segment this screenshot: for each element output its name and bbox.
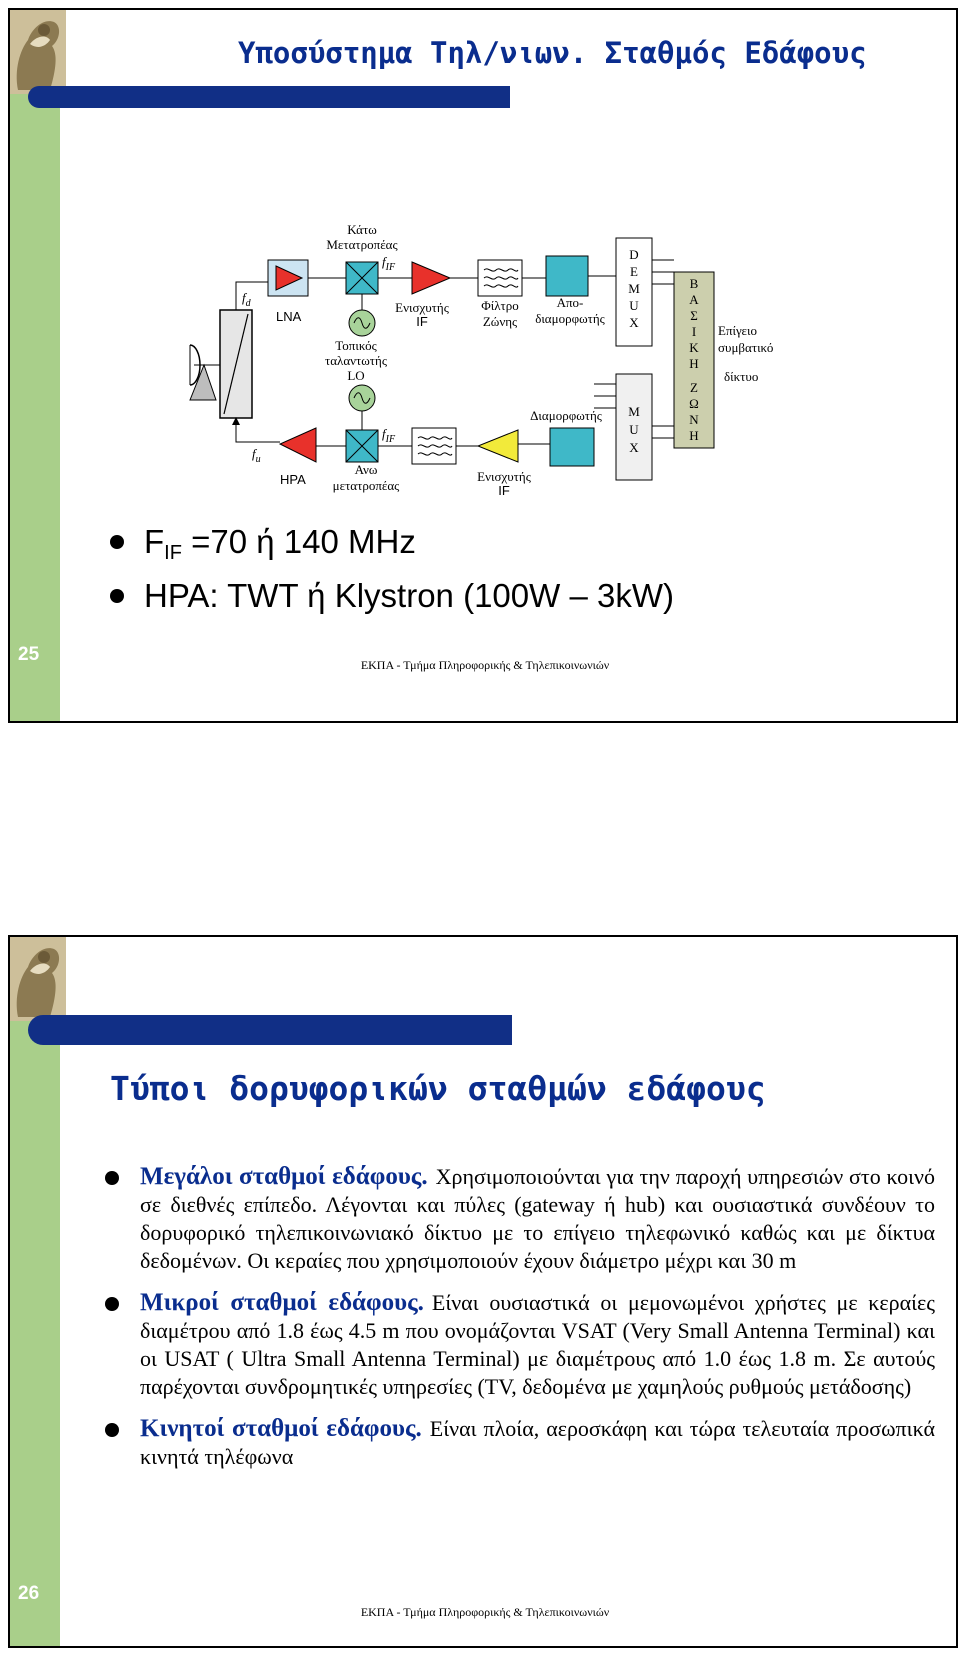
fd-label: $f_d$ [242,290,251,309]
svg-text:Ζ: Ζ [690,380,698,395]
hpa-amplifier [280,428,316,462]
footer: ΕΚΠΑ - Τμήμα Πληροφορικής & Τηλεπικοινωνιών [360,1605,610,1619]
slide-title: Τύποι δορυφορικών σταθμών εδάφους [110,1069,766,1108]
bullet-large-stations [105,1163,935,1275]
bandpass-label-2: Ζώνης [482,314,518,329]
svg-text:U: U [629,298,639,313]
svg-text:X: X [629,315,639,330]
bullet-term: Κινητοί σταθμοί εδάφους. [140,1415,422,1442]
bullet-hpa: HPA: TWT ή Klystron (100W – 3kW) [110,574,674,628]
fif-bottom-label: $f_{IF}$ [382,426,396,445]
svg-text:Κ: Κ [689,340,699,355]
bullet-text: Είναι πλοία, αεροσκάφη και τώρα τελευταία προσωπικά κινητά τηλέφωνα [140,1416,935,1469]
bullet-term: Μικροί σταθμοί εδάφους. [140,1289,424,1316]
lna-amplifier [268,260,308,296]
if-amplifier-top [412,262,450,294]
down-converter-label-1: Κάτω [347,222,377,237]
svg-text:E: E [630,264,638,279]
slide-title: Υποσύστημα Τηλ/νιων. Σταθμός Εδάφους [238,36,867,70]
demodulator-label-1: Απο- [556,295,584,310]
page-number: 26 [18,1583,40,1604]
fu-label: $f_u$ [252,446,261,465]
bullet-if-frequency: $F_{IF} =70$ ή 140 MHz [110,520,674,574]
demodulator-label-2: διαμορφωτής [535,311,605,326]
logo-icon [10,937,66,1021]
svg-text:Ν: Ν [689,412,699,427]
down-converter-label-2: Μετατροπέας [326,237,398,252]
down-converter-mixer [346,262,378,294]
if-amp-top-label-1: Ενισχυτής [395,300,449,315]
svg-text:Η: Η [689,356,699,371]
bullet-list [110,520,674,628]
up-converter-label-2: μετατροπέας [332,478,400,493]
up-converter-mixer [346,430,378,462]
demodulator-block [546,256,588,296]
bullet-mobile-stations [105,1415,935,1471]
svg-text:Α: Α [689,292,699,307]
bandpass-label-1: Φίλτρο [481,298,519,313]
bullet-term: Μεγάλοι σταθμοί εδάφους. [140,1163,428,1190]
fif-top-label: $f_{IF}$ [382,254,396,273]
bullet-list [105,1163,935,1485]
earth-station-block-diagram [10,10,958,510]
footer: ΕΚΠΑ - Τμήμα Πληροφορικής & Τηλεπικοινωνιών [360,658,610,672]
bullet-text: Είναι ουσιαστικά οι μεμονωμένοι χρήστες με κεραίες διαμέτρου από 1.8 έως 4.5 m που ονομάζονται VSAT (Very Small Antenna Terminal) και οι USAT ( Ultra Small Antenna Terminal) με διαμέτρους από 1.0 έως 1.8 m. Σε αυτούς παρέχονται συνδρομητικές υπηρεσίες (TV, δεδομένα με χαμηλούς ρυθμούς μετάδοσης) [140,1290,935,1399]
bullet-small-stations [105,1289,935,1401]
lo-label-3: LO [347,368,365,383]
local-oscillator-icon [349,310,375,336]
demux-label [628,247,640,330]
bandpass-filter-bottom [412,428,456,464]
svg-text:Ω: Ω [689,396,699,411]
svg-text:X: X [629,440,639,455]
terrestrial-label-1: Επίγειο [718,323,757,338]
antenna-icon [190,345,220,400]
svg-text:M: M [628,281,640,296]
if-amp-bottom-label-1: Ενισχυτής [477,469,531,484]
terrestrial-label-2: συμβατικό [718,340,774,355]
local-oscillator-icon [349,385,375,411]
diplexer [220,310,252,418]
page-number: 25 [18,644,40,665]
slide-25 [8,8,958,723]
svg-text:M: M [628,404,640,419]
lo-label-1: Τοπικός [335,338,377,353]
if-amp-bottom-label-2: IF [498,483,510,498]
title-bar [28,1015,512,1045]
bullet-text: Χρησιμοποιούνται για την παροχή υπηρεσιών στο κοινό σε διεθνές επίπεδο. Λέγονται και πύλες (gateway ή hub) και ουσιαστικά συνδέουν το δορυφορικό τηλεπικοινωνιακό δίκτυο με το επίγειο τηλεφωνικό καθώς και με δίκτυα δεδομένων. Οι κεραίες που χρησιμοποιούν έχουν διάμετρο μέχρι και 30 m [140,1164,935,1273]
svg-text:U: U [629,422,639,437]
modulator-label: Διαμορφωτής [530,408,602,423]
bandpass-filter-top [478,260,522,296]
svg-text:Β: Β [689,276,699,291]
svg-text:D: D [629,247,639,262]
up-converter-label-1: Ανω [354,462,378,477]
svg-text:Ι: Ι [691,324,697,339]
mux-label [628,404,640,455]
svg-text:Η: Η [689,428,699,443]
modulator-block [550,428,594,466]
hpa-label: HPA [280,472,306,487]
svg-text:Σ: Σ [690,308,698,323]
lna-label: LNA [276,309,302,324]
slide-26 [8,935,958,1648]
lo-label-2: ταλαντωτής [325,353,387,368]
if-amp-top-label-2: IF [416,314,428,329]
terrestrial-label-3: δίκτυο [724,369,759,384]
baseband-label [689,276,699,443]
if-amplifier-bottom [478,430,518,462]
